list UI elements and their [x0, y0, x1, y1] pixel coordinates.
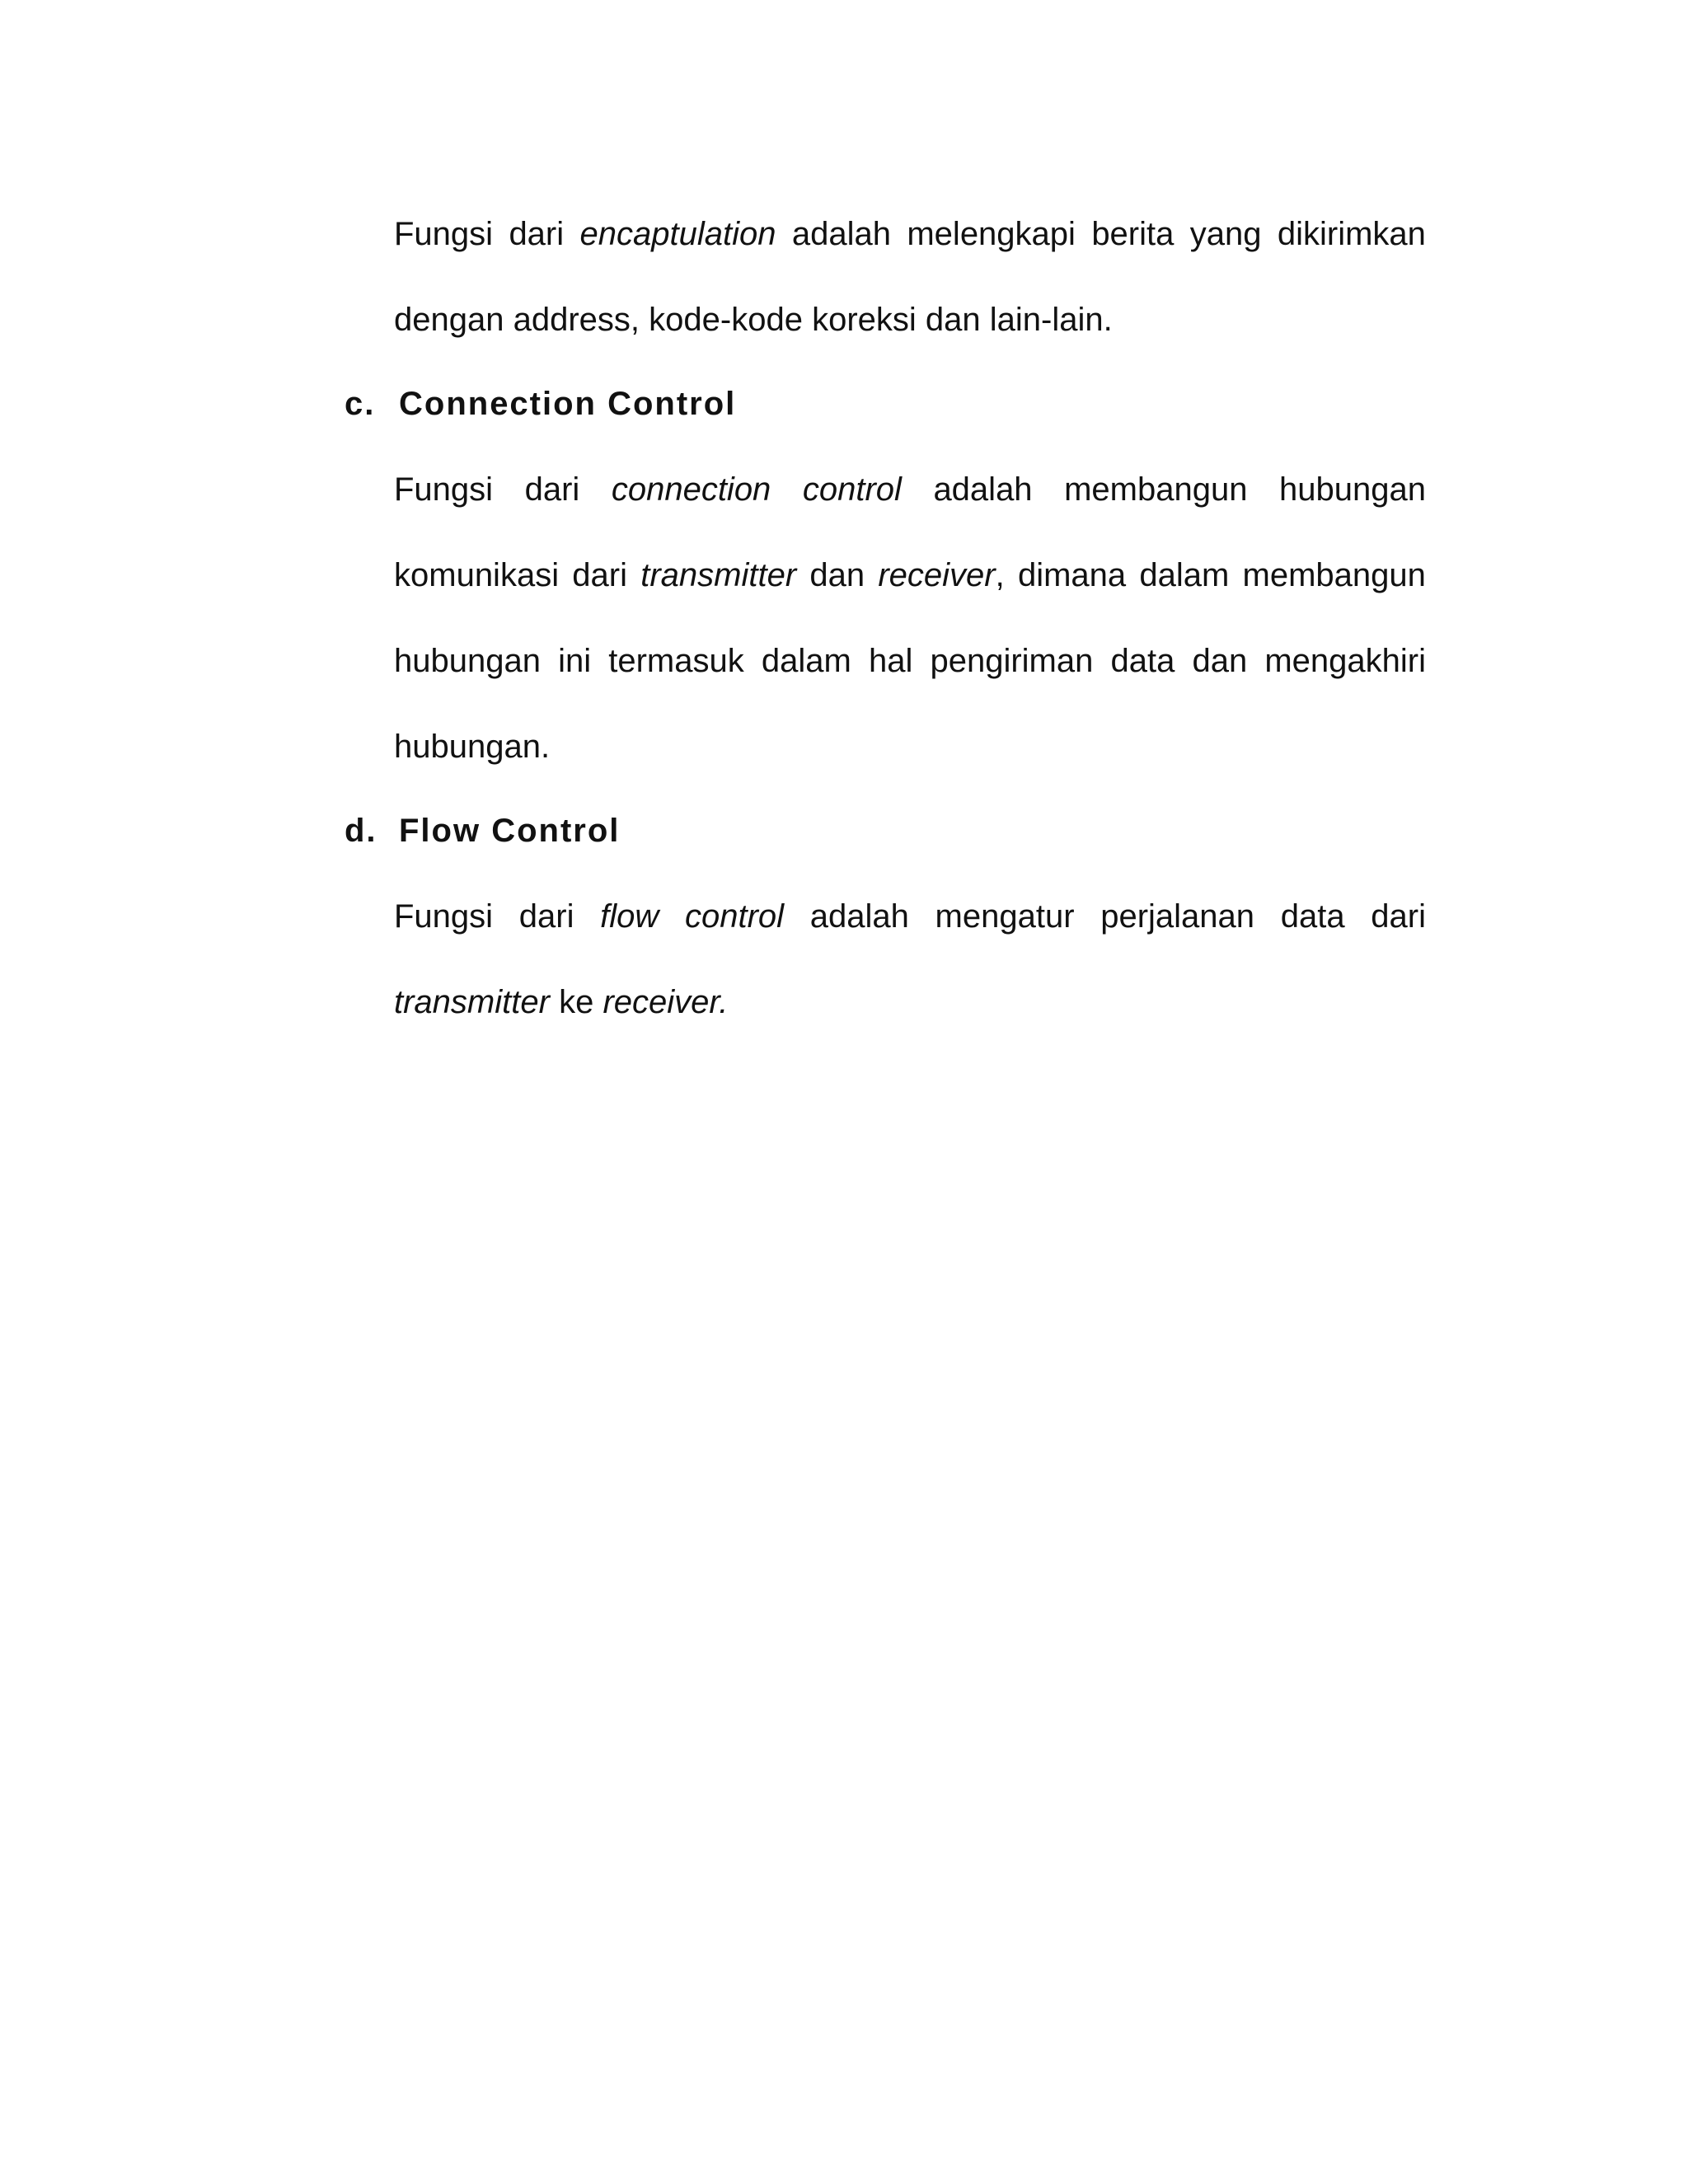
italic-term: flow	[600, 898, 659, 935]
word: dalam	[761, 643, 851, 679]
word: ,	[995, 557, 1005, 593]
italic-term: control	[684, 898, 785, 935]
text-line	[394, 191, 1426, 277]
word: mengakhiri	[1264, 643, 1426, 679]
italic-term: receiver.	[603, 984, 729, 1020]
italic-term: control	[802, 471, 902, 508]
word: hubungan.	[394, 729, 551, 765]
word: dan	[1192, 643, 1248, 679]
word: dikirimkan	[1277, 216, 1426, 252]
text-line	[394, 874, 1426, 959]
word: lain-lain.	[989, 302, 1113, 338]
word: koreksi	[812, 302, 917, 338]
word: Fungsi	[394, 216, 494, 252]
paragraph-encapsulation	[394, 191, 1426, 363]
word: mengatur	[935, 898, 1075, 935]
word: ini	[558, 643, 592, 679]
italic-term: receiver	[878, 557, 996, 593]
italic-term: transmitter	[394, 984, 550, 1020]
word: adalah	[791, 216, 891, 252]
text-line	[394, 618, 1426, 704]
word: melengkapi	[907, 216, 1076, 252]
heading-text: Connection Control	[399, 386, 737, 422]
word: dari	[1371, 898, 1426, 935]
word: dimana	[1017, 557, 1127, 593]
heading-connection-control	[345, 361, 736, 447]
word: dari	[524, 471, 580, 508]
word: dari	[509, 216, 565, 252]
heading-flow-control	[345, 788, 620, 874]
word: dari	[572, 557, 627, 593]
word: dengan	[394, 302, 504, 338]
word: dalam	[1139, 557, 1230, 593]
italic-term: encaptulation	[579, 216, 776, 252]
heading-text: Flow Control	[399, 813, 621, 849]
word: address,	[513, 302, 640, 338]
word: Fungsi	[394, 471, 494, 508]
word: hubungan	[394, 643, 541, 679]
word: termasuk	[608, 643, 744, 679]
word: adalah	[933, 471, 1033, 508]
word: ke	[559, 984, 594, 1020]
word: yang	[1189, 216, 1262, 252]
word: adalah	[809, 898, 909, 935]
word: data	[1280, 898, 1345, 935]
word: data	[1110, 643, 1175, 679]
word: membangun	[1242, 557, 1426, 593]
word: pengiriman	[930, 643, 1094, 679]
word: berita	[1091, 216, 1175, 252]
text-line	[394, 704, 1426, 790]
text-line	[394, 532, 1426, 618]
word: kode-kode	[649, 302, 803, 338]
text-line	[394, 447, 1426, 532]
word: dan	[809, 557, 865, 593]
text-line	[394, 959, 1426, 1045]
heading-marker: c.	[345, 386, 376, 422]
word: dari	[518, 898, 574, 935]
word: komunikasi	[394, 557, 560, 593]
word: Fungsi	[394, 898, 494, 935]
word: membangun	[1064, 471, 1248, 508]
italic-term: connection	[611, 471, 771, 508]
text-line	[394, 277, 1426, 363]
word: hal	[868, 643, 913, 679]
italic-term: transmitter	[640, 557, 797, 593]
heading-marker: d.	[345, 813, 377, 849]
paragraph-flow-control	[394, 874, 1426, 1045]
paragraph-connection-control	[394, 447, 1426, 790]
word: hubungan	[1279, 471, 1426, 508]
word: perjalanan	[1100, 898, 1255, 935]
word: dan	[925, 302, 981, 338]
